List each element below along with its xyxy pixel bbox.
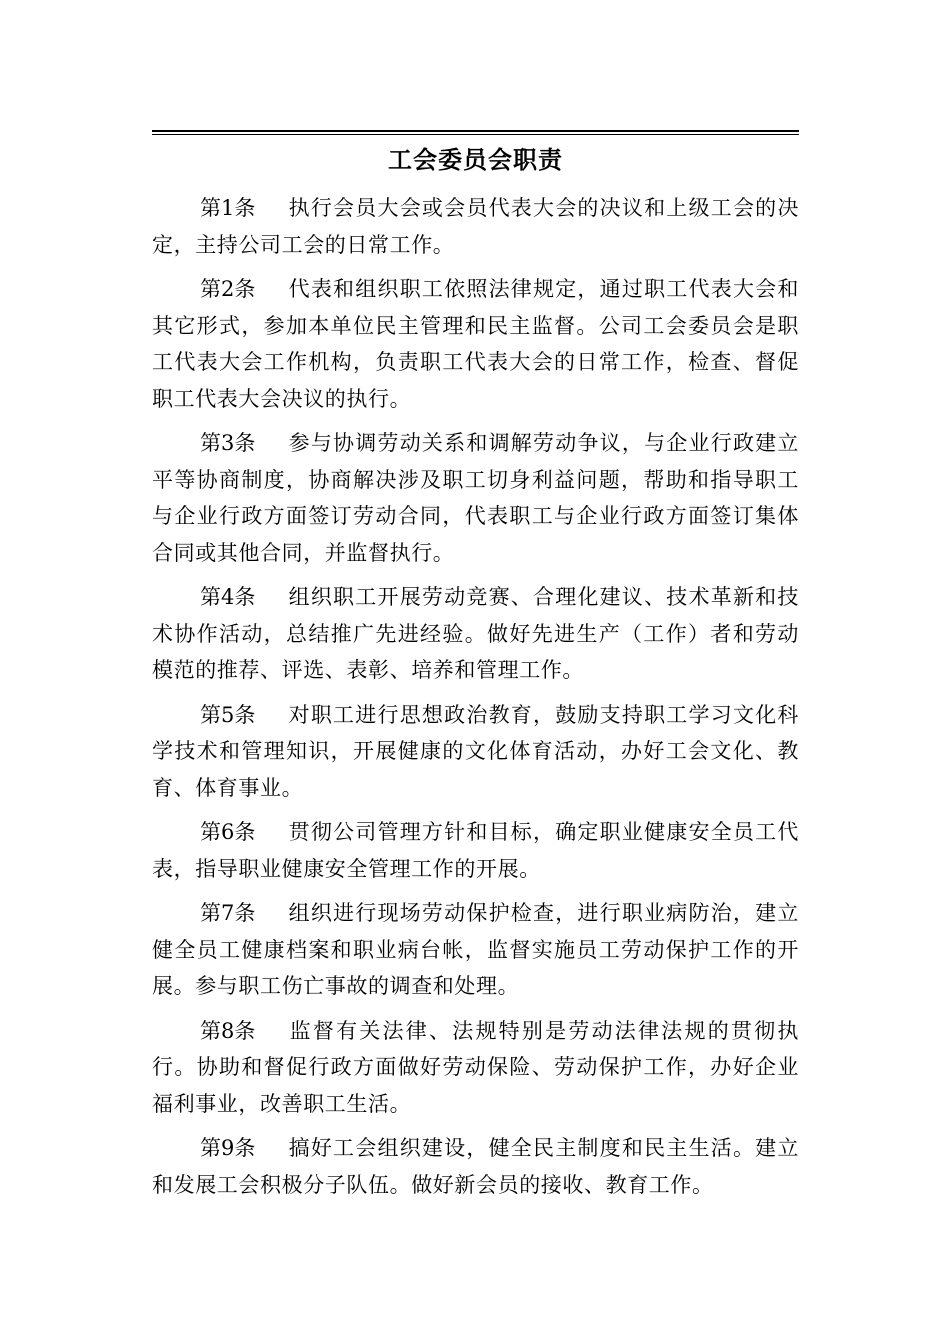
article-1 (152, 190, 799, 263)
article-text: 代表和组织职工依照法律规定，通过职工代表大会和其它形式，参加本单位民主管理和民主监督。公司工会委员会是职工代表大会工作机构，负责职工代表大会的日常工作，检查、督促职工代表大会决议的执行。 (152, 277, 799, 411)
article-list (152, 190, 799, 1211)
article-number: 第6条 (200, 820, 256, 844)
article-number: 第5条 (200, 702, 256, 727)
article-4 (152, 579, 799, 689)
article-number: 第3条 (200, 431, 256, 455)
article-5 (152, 697, 799, 807)
document-title: 工会委员会职责 (388, 146, 563, 174)
header-rule-thick (152, 130, 799, 132)
article-text: 搞好工会组织建设，健全民主制度和民主生活。建立和发展工会积极分子队伍。做好新会员的接收、教育工作。 (152, 1136, 799, 1197)
header-rule-thin (152, 134, 799, 135)
article-text: 执行会员大会或会员代表大会的决议和上级工会的决定，主持公司工会的日常工作。 (152, 196, 799, 257)
article-text: 贯彻公司管理方针和目标，确定职业健康安全员工代表，指导职业健康安全管理工作的开展。 (152, 820, 799, 881)
article-6 (152, 814, 799, 887)
article-text: 监督有关法律、法规特别是劳动法律法规的贯彻执行。协助和督促行政方面做好劳动保险、劳动保护工作，办好企业福利事业，改善职工生活。 (152, 1018, 799, 1116)
article-number: 第2条 (200, 277, 256, 301)
article-number: 第4条 (200, 585, 256, 609)
article-text: 对职工进行思想政治教育，鼓励支持职工学习文化科学技术和管理知识，开展健康的文化体育活动，办好工会文化、教育、体育事业。 (152, 702, 799, 800)
article-number: 第9条 (200, 1136, 256, 1160)
article-3 (152, 425, 799, 571)
article-text: 组织进行现场劳动保护检查，进行职业病防治，建立健全员工健康档案和职业病台帐，监督实施员工劳动保护工作的开展。参与职工伤亡事故的调查和处理。 (152, 901, 799, 998)
article-8 (152, 1013, 799, 1123)
article-number: 第8条 (200, 1018, 256, 1043)
article-7 (152, 895, 799, 1005)
article-text: 参与协调劳动关系和调解劳动争议，与企业行政建立平等协商制度，协商解决涉及职工切身利益问题，帮助和指导职工与企业行政方面签订劳动合同，代表职工与企业行政方面签订集体合同或其他合同，并监督执行。 (152, 431, 799, 565)
article-9 (152, 1130, 799, 1203)
article-number: 第7条 (200, 901, 256, 925)
article-number: 第1条 (200, 196, 256, 220)
article-2 (152, 271, 799, 417)
article-text: 组织职工开展劳动竞赛、合理化建议、技术革新和技术协作活动，总结推广先进经验。做好先进生产（工作）者和劳动模范的推荐、评选、表彰、培养和管理工作。 (152, 585, 799, 682)
